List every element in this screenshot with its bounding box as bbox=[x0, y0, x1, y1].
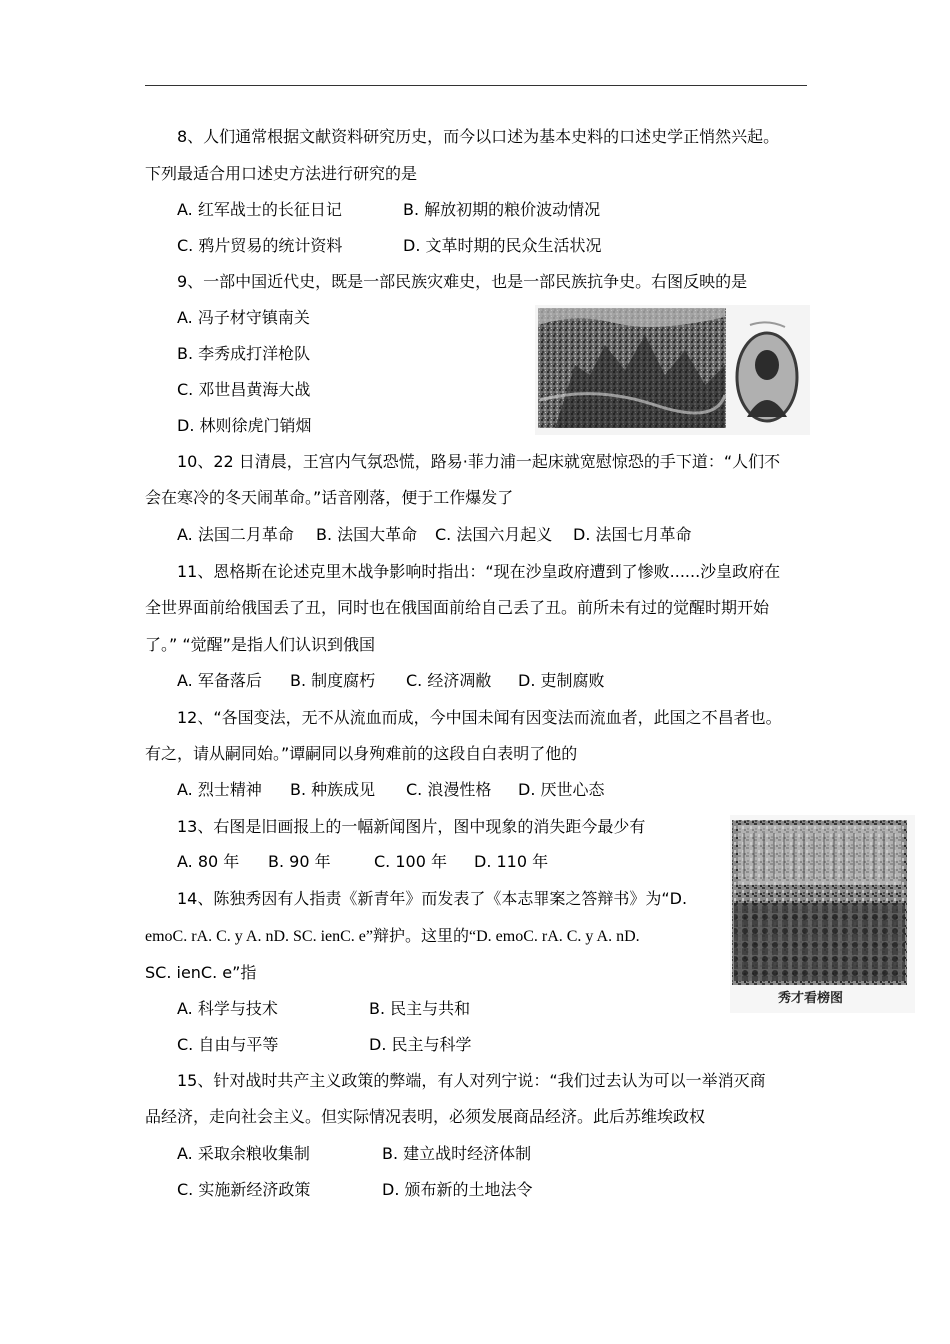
q14-option-c: C. 自由与平等 bbox=[177, 1035, 279, 1054]
q10-option-c: C. 法国六月起义 bbox=[435, 525, 553, 544]
q12-stem-line1: 12、“各国变法，无不从流血而成，今中国未闻有因变法而流血者，此国之不昌者也。 bbox=[177, 708, 782, 727]
q9-option-d: D. 林则徐虎门销烟 bbox=[177, 416, 312, 435]
q14-option-a: A. 科学与技术 bbox=[177, 999, 278, 1018]
q12-option-a: A. 烈士精神 bbox=[177, 780, 262, 799]
q8-option-a: A. 红军战士的长征日记 bbox=[177, 200, 342, 219]
q8-option-b: B. 解放初期的粮价波动情况 bbox=[403, 200, 601, 219]
q13-stem-line1: 13、右图是旧画报上的一幅新闻图片，图中现象的消失距今最少有 bbox=[177, 817, 646, 836]
q14-stem-line3: SC. ienC. e”指 bbox=[145, 963, 257, 982]
q10-option-d: D. 法国七月革命 bbox=[573, 525, 692, 544]
q15-option-b: B. 建立战时经济体制 bbox=[382, 1144, 532, 1163]
q11-stem-line1: 11、恩格斯在论述克里木战争影响时指出：“现在沙皇政府遭到了惨败......沙皇政府在 bbox=[177, 562, 781, 581]
q10-stem-line1: 10、22 日清晨，王宫内气氛恐慌，路易·菲力浦一起床就宽慰惊恐的手下道：“人们不 bbox=[177, 452, 781, 471]
q13-option-a: A. 80 年 bbox=[177, 852, 240, 871]
q8-stem-line2: 下列最适合用口述史方法进行研究的是 bbox=[145, 164, 418, 183]
q14-option-d: D. 民主与科学 bbox=[369, 1035, 472, 1054]
q11-stem-line2: 全世界面前给俄国丢了丑，同时也在俄国面前给自己丢了丑。前所未有过的觉醒时期开始 bbox=[145, 598, 770, 617]
q15-stem-line2: 品经济，走向社会主义。但实际情况表明，必须发展商品经济。此后苏维埃政权 bbox=[145, 1107, 706, 1126]
q9-option-b: B. 李秀成打洋枪队 bbox=[177, 344, 311, 363]
q10-stem-line2: 会在寒冷的冬天闹革命。”话音刚落，便于工作爆发了 bbox=[145, 488, 514, 507]
q11-stem-line3: 了。” “觉醒”是指人们认识到俄国 bbox=[145, 635, 375, 654]
q13-option-d: D. 110 年 bbox=[474, 852, 549, 871]
q9-option-a: A. 冯子材守镇南关 bbox=[177, 308, 310, 327]
q11-option-d: D. 吏制腐败 bbox=[518, 671, 605, 690]
q13-option-b: B. 90 年 bbox=[268, 852, 331, 871]
q8-option-d: D. 文革时期的民众生活状况 bbox=[403, 236, 602, 255]
q12-option-d: D. 厌世心态 bbox=[518, 780, 605, 799]
q9-stem-line1: 9、一部中国近代史，既是一部民族灾难史，也是一部民族抗争史。右图反映的是 bbox=[177, 272, 748, 291]
q11-option-b: B. 制度腐朽 bbox=[290, 671, 376, 690]
q9-battle-image bbox=[535, 305, 810, 435]
q12-stem-line2: 有之，请从嗣同始。”谭嗣同以身殉难前的这段自白表明了他的 bbox=[145, 744, 578, 763]
q14-stem-line2: emoC. rA. C. y A. nD. SC. ienC. e”辩护。这里的“D. emoC. rA. C. y A. nD. bbox=[145, 928, 640, 945]
q13-news-image bbox=[730, 815, 915, 1013]
q8-option-c: C. 鸦片贸易的统计资料 bbox=[177, 236, 343, 255]
q11-option-c: C. 经济凋敝 bbox=[406, 671, 492, 690]
q14-option-b: B. 民主与共和 bbox=[369, 999, 471, 1018]
q10-option-a: A. 法国二月革命 bbox=[177, 525, 294, 544]
q15-option-a: A. 采取余粮收集制 bbox=[177, 1144, 310, 1163]
q12-option-b: B. 种族成见 bbox=[290, 780, 376, 799]
q15-option-d: D. 颁布新的土地法令 bbox=[382, 1180, 533, 1199]
q13-option-c: C. 100 年 bbox=[374, 852, 447, 871]
q13-image-caption: 秀才看榜图 bbox=[778, 991, 844, 1006]
q11-option-a: A. 军备落后 bbox=[177, 671, 262, 690]
header-rule bbox=[145, 85, 807, 86]
q15-option-c: C. 实施新经济政策 bbox=[177, 1180, 311, 1199]
q8-stem-line1: 8、人们通常根据文献资料研究历史，而今以口述为基本史料的口述史学正悄然兴起。 bbox=[177, 127, 780, 146]
q10-option-b: B. 法国大革命 bbox=[316, 525, 418, 544]
q15-stem-line1: 15、针对战时共产主义政策的弊端，有人对列宁说：“我们过去认为可以一举消灭商 bbox=[177, 1071, 766, 1090]
q14-stem-line1: 14、陈独秀因有人指责《新青年》而发表了《本志罪案之答辩书》为“D. bbox=[177, 889, 688, 908]
q9-option-c: C. 邓世昌黄海大战 bbox=[177, 380, 311, 399]
q12-option-c: C. 浪漫性格 bbox=[406, 780, 492, 799]
